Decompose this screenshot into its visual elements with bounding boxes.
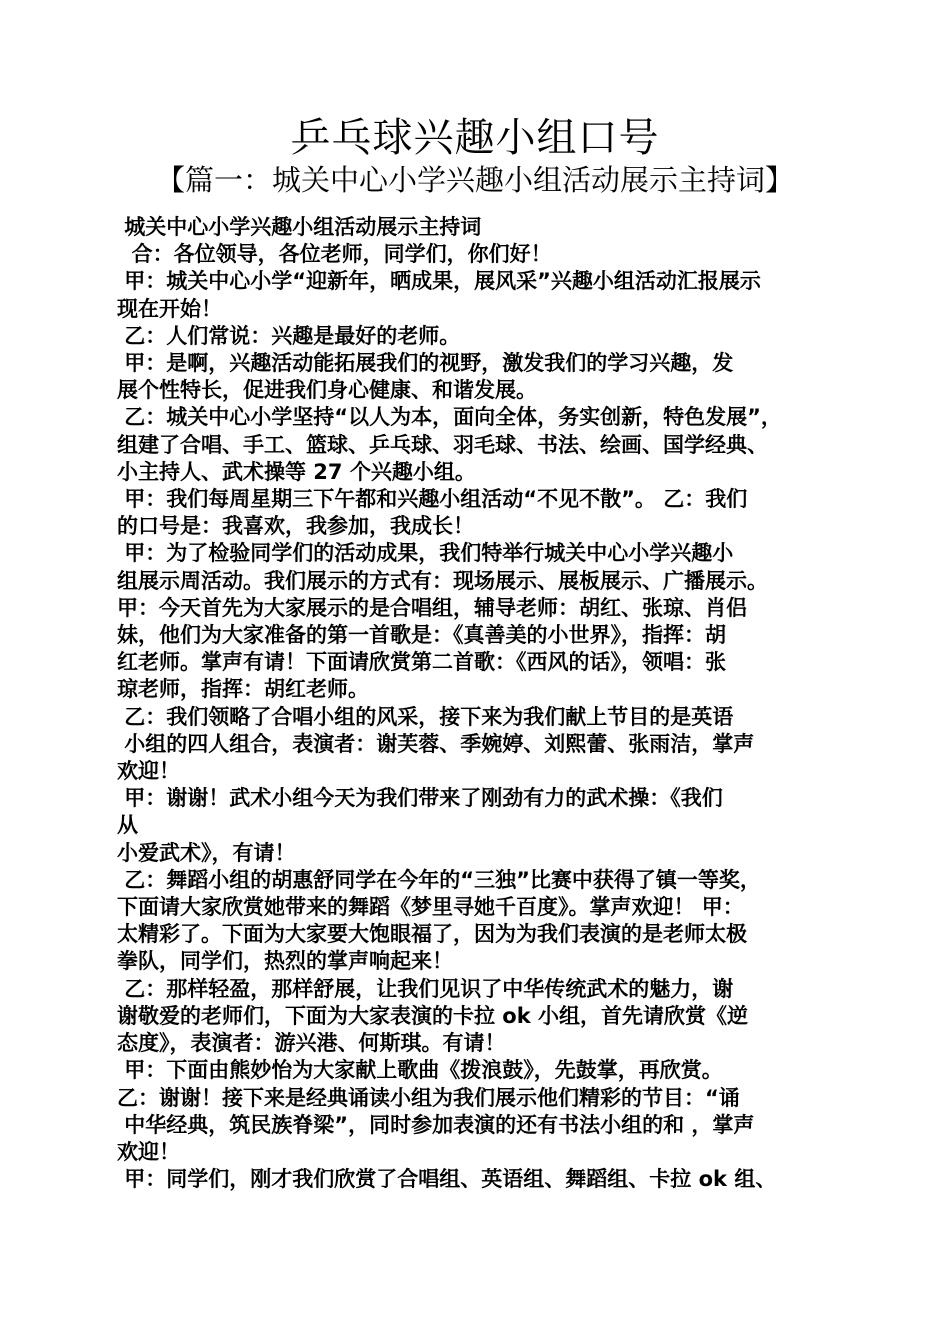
body-text-line: 妹，他们为大家准备的第一首歌是：《真善美的小世界》，指挥：胡: [117, 623, 726, 648]
body-text-line: 甲：同学们，刚才我们欣赏了合唱组、英语组、舞蹈组、卡拉 ok 组、: [117, 1167, 777, 1192]
body-text-line: 从: [117, 813, 138, 838]
body-text-line: 乙：谢谢！接下来是经典诵读小组为我们展示他们精彩的节目：“诵: [117, 1085, 740, 1110]
body-text-line: 乙：我们领略了合唱小组的风采，接下来为我们献上节目的是英语: [117, 704, 734, 729]
body-text-line: 欢迎！: [117, 759, 180, 784]
body-text-line: 拳队，同学们，热烈的掌声响起来！: [117, 949, 453, 974]
body-text-line: 太精彩了。下面为大家要大饱眼福了，因为为我们表演的是老师太极: [117, 922, 747, 947]
body-text-line: 红老师。掌声有请！下面请欣赏第二首歌：《西风的话》，领唱：张: [117, 650, 726, 675]
body-text-line: 乙：舞蹈小组的胡惠舒同学在今年的“三独”比赛中获得了镇一等奖，: [117, 867, 761, 892]
document-body: [117, 214, 845, 1193]
body-text-line: 甲：今天首先为大家展示的是合唱组，辅导老师：胡红、张琼、肖侣: [117, 595, 747, 620]
body-text-line: 谢敬爱的老师们，下面为大家表演的卡拉 ok 小组，首先请欣赏《逆: [117, 1003, 749, 1028]
body-text-line: 组展示周活动。我们展示的方式有：现场展示、展板展示、广播展示。: [117, 568, 768, 593]
document-title: 乒乓球兴趣小组口号: [290, 115, 660, 161]
body-text-line: 态度》，表演者：游兴港、何斯琪。有请！: [117, 1031, 506, 1056]
body-text-line: 琼老师，指挥：胡红老师。: [117, 677, 369, 702]
body-text-line: 中华经典，筑民族脊梁”，同时参加表演的还有书法小组的和 ，掌声: [117, 1112, 755, 1137]
body-text-line: 的口号是：我喜欢，我参加，我成长！: [117, 514, 474, 539]
body-text-line: 小主持人、武术操等 27 个兴趣小组。: [117, 459, 476, 484]
body-text-line: 现在开始！: [117, 296, 222, 321]
body-text-line: 甲：是啊，兴趣活动能拓展我们的视野，激发我们的学习兴趣，发: [117, 351, 734, 376]
body-text-line: 乙：人们常说：兴趣是最好的老师。: [117, 323, 461, 348]
body-text-line: 乙：城关中心小学坚持“以人为本，面向全体，务实创新，特色发展”，: [117, 405, 782, 430]
body-text-line: 甲：城关中心小学“迎新年，晒成果，展风采”兴趣小组活动汇报展示: [117, 269, 761, 294]
body-text-line: 甲：谢谢！武术小组今天为我们带来了刚劲有力的武术操：《我们: [117, 786, 723, 811]
body-text-line: 甲：为了检验同学们的活动成果，我们特举行城关中心小学兴趣小: [117, 541, 734, 566]
body-text-line: 甲：我们每周星期三下午都和兴趣小组活动“不见不散”。 乙：我们: [117, 487, 748, 512]
body-text-line: 城关中心小学兴趣小组活动展示主持词: [117, 215, 482, 239]
body-text-line: 欢迎！: [117, 1139, 180, 1164]
body-text-line: 合：各位领导，各位老师，同学们，你们好！: [117, 242, 552, 267]
body-text-line: 组建了合唱、手工、篮球、乒乓球、羽毛球、书法、绘画、国学经典、: [117, 432, 768, 457]
document-subtitle: 【篇一：城关中心小学兴趣小组活动展示主持词】: [155, 163, 794, 197]
body-text-line: 乙：那样轻盈，那样舒展，让我们见识了中华传统武术的魅力，谢: [117, 976, 734, 1001]
body-text-line: 展个性特长，促进我们身心健康、和谐发展。: [117, 378, 537, 403]
body-text-line: 小爱武术》，有请！: [117, 840, 296, 865]
body-text-line: 甲：下面由熊妙怡为大家献上歌曲《拨浪鼓》，先鼓掌，再欣赏。: [117, 1058, 723, 1083]
body-text-line: 小组的四人组合，表演者：谢芙蓉、季婉婷、刘熙蕾、张雨洁，掌声: [117, 731, 755, 756]
body-text-line: 下面请大家欣赏她带来的舞蹈《梦里寻她千百度》。掌声欢迎！ 甲：: [117, 895, 744, 920]
